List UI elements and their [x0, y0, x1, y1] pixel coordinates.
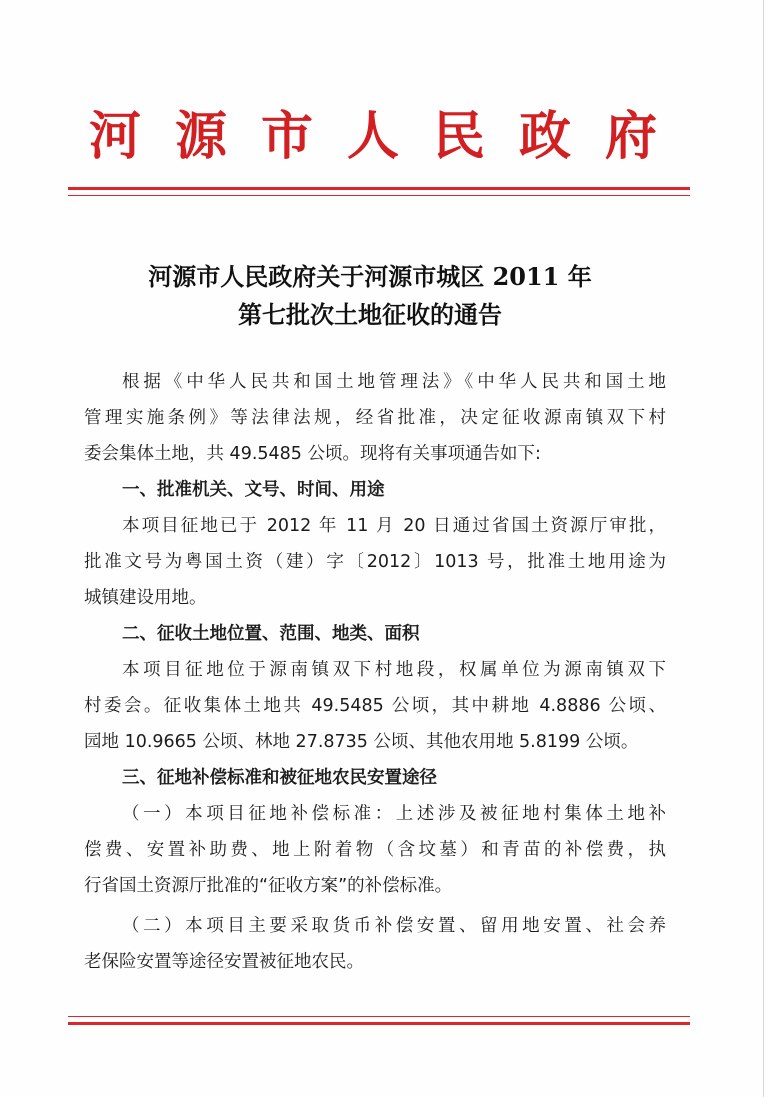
- paragraph-line: 根据《中华人民共和国土地管理法》《中华人民共和国土地: [122, 372, 666, 392]
- paragraph-line: 管理实施条例》等法律法规，经省批准，决定征收源南镇双下村: [84, 408, 666, 428]
- paragraph-line: 老保险安置等途径安置被征地农民。: [84, 952, 364, 972]
- paragraph-line: 批准文号为粤国土资（建）字〔2012〕1013 号，批准土地用途为: [84, 552, 666, 572]
- page-edge: [763, 0, 764, 1097]
- paragraph-line: 城镇建设用地。: [84, 588, 207, 608]
- paragraph-line: 委会集体土地，共 49.5485 公顷。现将有关事项通告如下:: [84, 444, 541, 464]
- paragraph-line: 本项目征地已于 2012 年 11 月 20 日通过省国土资源厅审批，: [122, 516, 666, 536]
- footer-rule-thick: [68, 1022, 690, 1025]
- paragraph-line: 本项目征地位于源南镇双下村地段，权属单位为源南镇双下: [122, 660, 666, 680]
- paragraph-line: 行省国土资源厅批准的“征收方案”的补偿标准。: [84, 876, 453, 896]
- section-heading-1: 一、批准机关、文号、时间、用途: [122, 480, 385, 500]
- paragraph-line: 村委会。征收集体土地共 49.5485 公顷，其中耕地 4.8886 公顷、: [84, 696, 666, 716]
- footer-rule-thin: [68, 1016, 690, 1017]
- paragraph-line: （二）本项目主要采取货币补偿安置、留用地安置、社会养: [122, 916, 666, 936]
- header-rule-thick: [68, 187, 690, 190]
- paragraph-line: （一）本项目征地补偿标准：上述涉及被征地村集体土地补: [122, 804, 666, 824]
- paragraph-line: 园地 10.9665 公顷、林地 27.8735 公顷、其他农用地 5.8199 公顷。: [84, 732, 639, 752]
- header-rule-thin: [68, 195, 690, 196]
- notice-title-line-2: 第七批次土地征收的通告: [238, 300, 502, 329]
- paragraph-line: 偿费、安置补助费、地上附着物（含坟墓）和青苗的补偿费，执: [84, 840, 666, 860]
- notice-title-line-1: 河源市人民政府关于河源市城区 2011 年: [148, 262, 592, 291]
- letterhead-title: 河源市人民政府: [88, 106, 691, 167]
- section-heading-3: 三、征地补偿标准和被征地农民安置途径: [122, 768, 437, 788]
- section-heading-2: 二、征收土地位置、范围、地类、面积: [122, 624, 420, 644]
- notice-body: [84, 364, 666, 980]
